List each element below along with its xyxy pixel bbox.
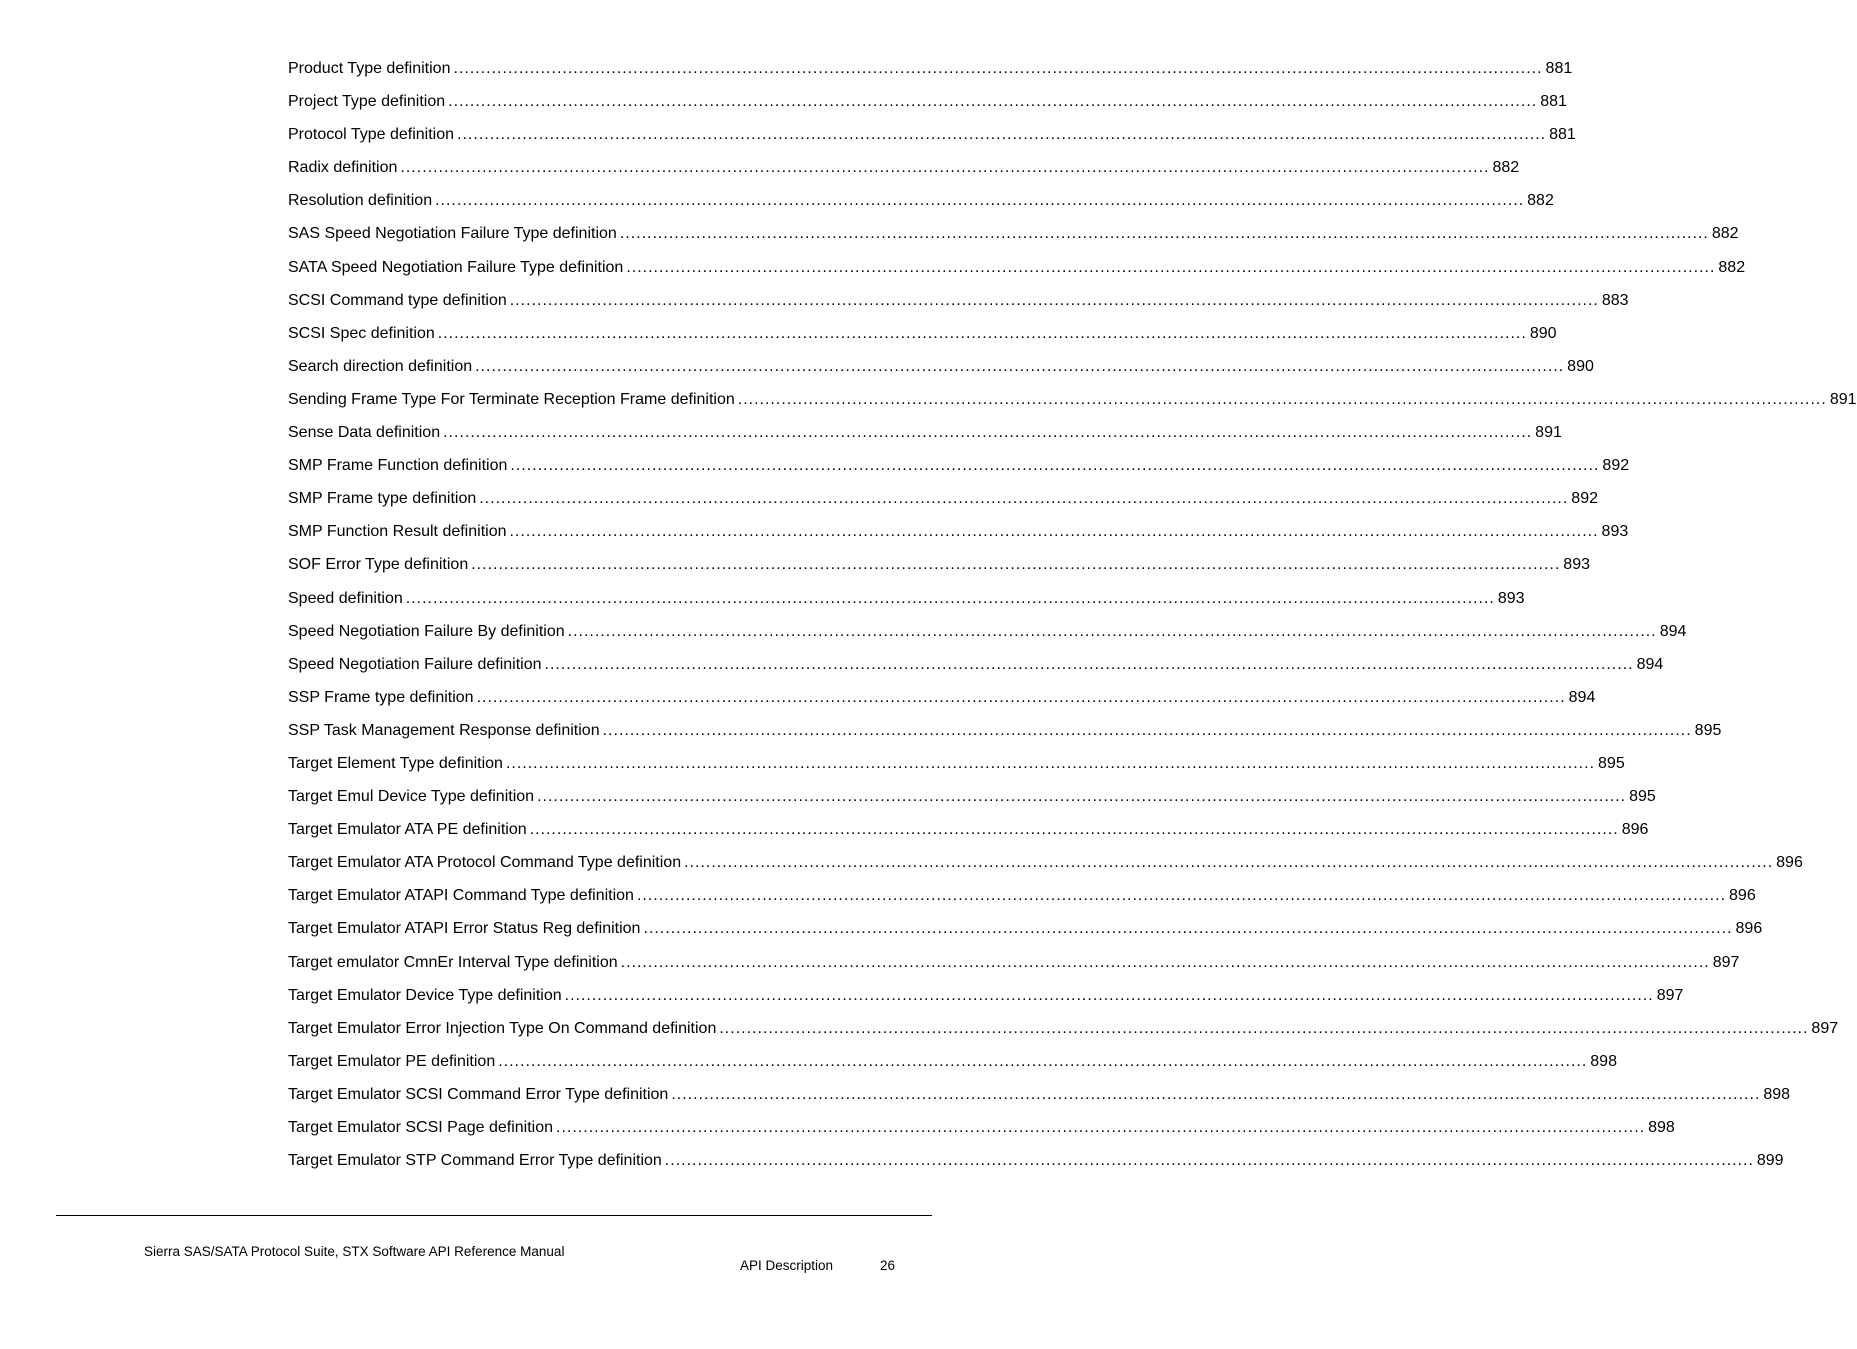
toc-entry-title: Sending Frame Type For Terminate Reception Frame definition: [288, 389, 738, 411]
toc-entry[interactable]: [288, 786, 1656, 819]
toc-entry[interactable]: [288, 91, 1567, 124]
toc-entry[interactable]: [288, 753, 1625, 786]
toc-entry[interactable]: [288, 257, 1746, 290]
toc-dot-leader: ........................................................................................................................................................................................................: [471, 556, 1561, 574]
toc-entry-title: Radix definition: [288, 157, 400, 179]
toc-entry-title: Target Element Type definition: [288, 753, 506, 775]
toc-entry-title: Speed Negotiation Failure By definition: [288, 621, 568, 643]
toc-entry-title: Target Emul Device Type definition: [288, 786, 537, 808]
toc-entry-page: 896: [1776, 854, 1803, 872]
toc-entry-title: Protocol Type definition: [288, 124, 457, 146]
toc-dot-leader: ........................................................................................................................................................................................................: [567, 622, 1657, 640]
toc-dot-leader: ........................................................................................................................................................................................................: [602, 721, 1692, 739]
toc-dot-leader: ........................................................................................................................................................................................................: [529, 821, 1619, 839]
toc-entry-page: 894: [1568, 688, 1596, 706]
table-of-contents: [288, 58, 1857, 1183]
toc-entry[interactable]: [288, 687, 1596, 720]
toc-entry-title: Sense Data definition: [288, 422, 443, 444]
toc-entry[interactable]: [288, 124, 1576, 157]
toc-dot-leader: ........................................................................................................................................................................................................: [544, 655, 1634, 673]
toc-entry-title: Target Emulator Error Injection Type On Command definition: [288, 1018, 719, 1040]
toc-entry-page: 897: [1656, 986, 1684, 1004]
toc-entry-page: 883: [1601, 291, 1629, 309]
toc-entry-title: Target Emulator ATA PE definition: [288, 819, 530, 841]
toc-entry-title: Speed definition: [288, 588, 406, 610]
toc-entry[interactable]: [288, 852, 1803, 885]
toc-entry[interactable]: [288, 1084, 1791, 1117]
toc-entry[interactable]: [288, 985, 1684, 1018]
toc-entry-title: Target Emulator ATA Protocol Command Type definition: [288, 852, 684, 874]
toc-entry-title: Target Emulator ATAPI Error Status Reg definition: [288, 918, 643, 940]
toc-entry-title: SMP Frame Function definition: [288, 455, 510, 477]
toc-dot-leader: ........................................................................................................................................................................................................: [453, 60, 1543, 77]
toc-dot-leader: ........................................................................................................................................................................................................: [475, 357, 1565, 375]
toc-entry-page: 881: [1540, 93, 1567, 111]
toc-dot-leader: ........................................................................................................................................................................................................: [505, 754, 1596, 772]
toc-entry[interactable]: [288, 157, 1520, 190]
toc-entry-page: 898: [1648, 1119, 1675, 1136]
toc-dot-leader: ........................................................................................................................................................................................................: [684, 854, 1774, 872]
toc-entry-page: 893: [1497, 589, 1525, 607]
toc-dot-leader: ........................................................................................................................................................................................................: [437, 324, 1527, 342]
toc-dot-leader: ........................................................................................................................................................................................................: [400, 159, 1490, 177]
toc-entry-title: SSP Task Management Response definition: [288, 720, 603, 742]
toc-entry[interactable]: [288, 720, 1722, 753]
toc-dot-leader: ........................................................................................................................................................................................................: [671, 1085, 1761, 1103]
toc-dot-leader: ........................................................................................................................................................................................................: [509, 523, 1599, 541]
toc-entry[interactable]: [288, 356, 1594, 389]
toc-dot-leader: ........................................................................................................................................................................................................: [556, 1119, 1646, 1136]
toc-dot-leader: ........................................................................................................................................................................................................: [619, 225, 1709, 243]
toc-dot-leader: ........................................................................................................................................................................................................: [509, 291, 1599, 309]
toc-entry-title: Target Emulator SCSI Page definition: [288, 1117, 556, 1139]
toc-entry-title: Target Emulator PE definition: [288, 1051, 498, 1073]
toc-entry-title: Target Emulator SCSI Command Error Type definition: [288, 1084, 671, 1106]
toc-dot-leader: ........................................................................................................................................................................................................: [479, 490, 1569, 508]
toc-entry-title: SCSI Command type definition: [288, 290, 510, 312]
footer-page-number: 26: [880, 1258, 896, 1273]
toc-entry[interactable]: [288, 455, 1630, 488]
toc-entry-page: 892: [1602, 457, 1630, 475]
toc-entry-page: 882: [1711, 225, 1739, 243]
footer-divider: [56, 1215, 932, 1216]
toc-entry-title: SMP Frame type definition: [288, 488, 479, 510]
toc-dot-leader: ........................................................................................................................................................................................................: [643, 920, 1733, 938]
toc-dot-leader: ........................................................................................................................................................................................................: [476, 688, 1566, 706]
toc-entry[interactable]: [288, 1117, 1675, 1150]
toc-entry-page: 882: [1492, 159, 1520, 177]
toc-entry-page: 898: [1590, 1052, 1617, 1070]
toc-entry[interactable]: [288, 323, 1557, 356]
toc-entry-title: SAS Speed Negotiation Failure Type definition: [288, 223, 620, 245]
toc-entry[interactable]: [288, 819, 1649, 852]
toc-entry[interactable]: [288, 621, 1687, 654]
toc-entry-title: SOF Error Type definition: [288, 554, 471, 576]
toc-entry[interactable]: [288, 554, 1590, 587]
toc-entry-page: 890: [1567, 357, 1594, 375]
toc-entry[interactable]: [288, 885, 1756, 918]
toc-entry-page: 896: [1621, 821, 1649, 839]
toc-dot-leader: ........................................................................................................................................................................................................: [405, 589, 1495, 607]
toc-entry[interactable]: [288, 588, 1525, 621]
toc-entry-title: SMP Function Result definition: [288, 521, 509, 543]
toc-entry[interactable]: [288, 190, 1554, 223]
toc-entry-page: 895: [1629, 788, 1656, 806]
toc-entry[interactable]: [288, 952, 1740, 985]
toc-entry-page: 881: [1549, 126, 1576, 144]
toc-entry-page: 899: [1756, 1152, 1784, 1170]
toc-entry[interactable]: [288, 290, 1629, 323]
toc-dot-leader: ........................................................................................................................................................................................................: [448, 93, 1538, 111]
toc-entry-title: Speed Negotiation Failure definition: [288, 654, 545, 676]
toc-entry-page: 895: [1598, 754, 1625, 772]
toc-entry-page: 891: [1829, 390, 1857, 408]
toc-entry-page: 895: [1694, 721, 1722, 739]
toc-entry-page: 893: [1601, 523, 1629, 541]
toc-dot-leader: ........................................................................................................................................................................................................: [737, 390, 1827, 408]
toc-entry-title: Resolution definition: [288, 190, 435, 212]
toc-entry[interactable]: [288, 918, 1763, 951]
toc-entry-page: 892: [1571, 490, 1598, 508]
toc-dot-leader: ........................................................................................................................................................................................................: [435, 192, 1525, 210]
toc-dot-leader: ........................................................................................................................................................................................................: [620, 953, 1710, 971]
toc-entry[interactable]: [288, 223, 1739, 256]
toc-entry[interactable]: [288, 1018, 1839, 1051]
toc-dot-leader: ........................................................................................................................................................................................................: [443, 424, 1533, 442]
toc-entry-page: 896: [1735, 920, 1763, 938]
toc-entry-title: Project Type definition: [288, 91, 448, 113]
toc-dot-leader: ........................................................................................................................................................................................................: [626, 258, 1716, 276]
toc-entry-page: 897: [1811, 1019, 1839, 1037]
toc-entry[interactable]: [288, 521, 1629, 554]
footer-section-name: API Description: [740, 1258, 834, 1273]
toc-entry-title: Target Emulator ATAPI Command Type definition: [288, 885, 637, 907]
toc-dot-leader: ........................................................................................................................................................................................................: [498, 1052, 1588, 1070]
toc-entry-page: 894: [1659, 622, 1687, 640]
toc-entry[interactable]: [288, 422, 1562, 455]
toc-entry-page: 882: [1527, 192, 1554, 210]
toc-entry[interactable]: [288, 488, 1598, 521]
toc-entry-title: SCSI Spec definition: [288, 323, 438, 345]
toc-dot-leader: ........................................................................................................................................................................................................: [537, 788, 1627, 806]
toc-entry[interactable]: [288, 654, 1664, 687]
toc-entry[interactable]: [288, 1150, 1784, 1183]
toc-entry-page: 894: [1636, 655, 1664, 673]
toc-entry-page: 891: [1535, 424, 1562, 442]
toc-entry-title: Search direction definition: [288, 356, 475, 378]
toc-entry-title: Target Emulator STP Command Error Type definition: [288, 1150, 665, 1172]
toc-dot-leader: ........................................................................................................................................................................................................: [564, 986, 1654, 1004]
toc-entry[interactable]: [288, 1051, 1617, 1084]
toc-dot-leader: ........................................................................................................................................................................................................: [719, 1019, 1809, 1037]
toc-dot-leader: ........................................................................................................................................................................................................: [510, 457, 1600, 475]
toc-entry[interactable]: [288, 58, 1573, 91]
toc-entry-title: SSP Frame type definition: [288, 687, 477, 709]
toc-entry-page: 890: [1529, 324, 1557, 342]
toc-entry-page: 882: [1718, 258, 1746, 276]
toc-entry-title: Product Type definition: [288, 58, 453, 80]
toc-entry-page: 896: [1729, 887, 1756, 905]
toc-entry-page: 881: [1545, 60, 1573, 77]
toc-dot-leader: ........................................................................................................................................................................................................: [636, 887, 1727, 905]
toc-entry-page: 898: [1763, 1085, 1791, 1103]
toc-dot-leader: ........................................................................................................................................................................................................: [457, 126, 1547, 144]
toc-entry-title: SATA Speed Negotiation Failure Type definition: [288, 257, 626, 279]
toc-entry[interactable]: [288, 389, 1857, 422]
toc-dot-leader: ........................................................................................................................................................................................................: [664, 1152, 1754, 1170]
toc-entry-page: 897: [1712, 953, 1740, 971]
toc-entry-title: Target emulator CmnEr Interval Type definition: [288, 952, 621, 974]
toc-entry-title: Target Emulator Device Type definition: [288, 985, 565, 1007]
footer-manual-title: Sierra SAS/SATA Protocol Suite, STX Software API Reference Manual: [144, 1244, 565, 1259]
toc-entry-page: 893: [1563, 556, 1590, 574]
